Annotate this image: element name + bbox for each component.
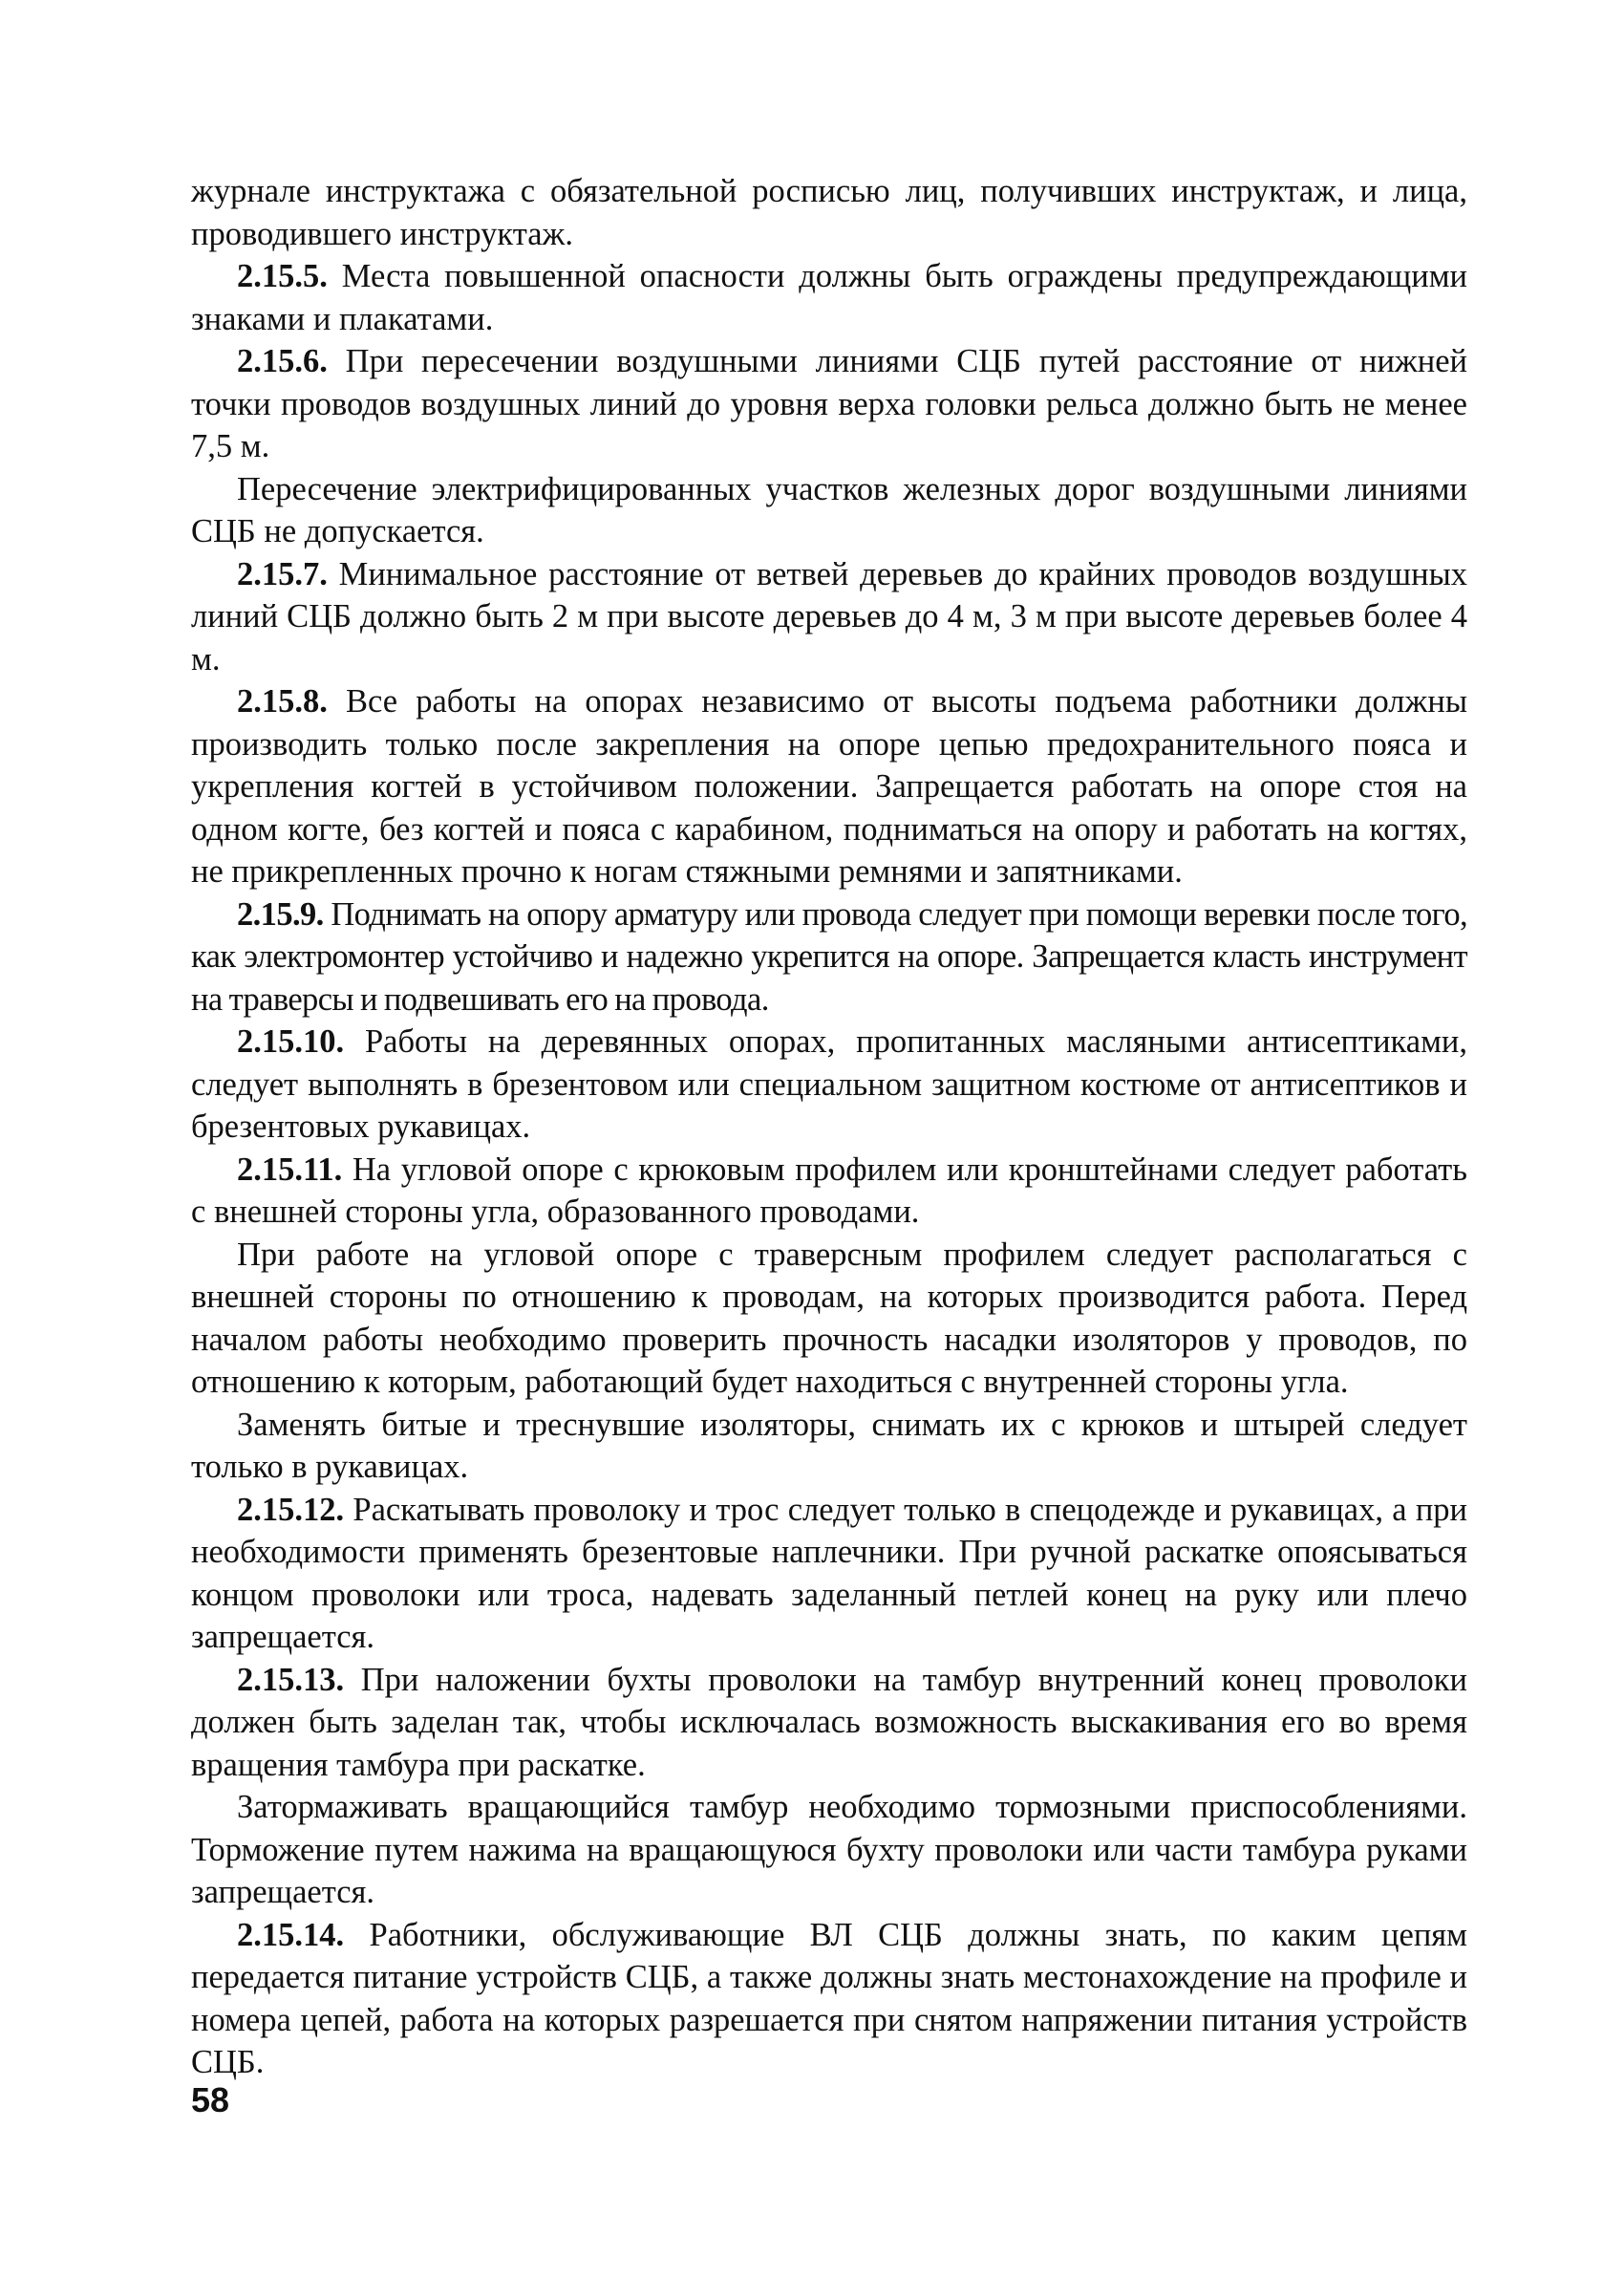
paragraph-drum-braking	[191, 1786, 1467, 1914]
paragraph-number: 2.15.8.	[237, 683, 328, 720]
paragraph-insulator-replacement	[191, 1404, 1467, 1489]
paragraph-text: При работе на угловой опоре с траверсным профилем следует располагаться с внешней стороны по отношению к проводам, на которых производится работа. Перед началом работы необходимо проверить прочность насадки изоляторов у проводов, по отношению к которым, работающий будет находиться с внутренней стороны угла.	[191, 1236, 1467, 1400]
paragraph-number: 2.15.14.	[237, 1916, 345, 1953]
paragraph-number: 2.15.10.	[237, 1023, 345, 1060]
paragraph-number: 2.15.6.	[237, 343, 328, 379]
page-number: 58	[191, 2080, 230, 2119]
paragraph-2-15-6	[191, 340, 1467, 468]
paragraph-text: Затормаживать вращающийся тамбур необходимо тормозными приспособлениями. Торможение путем нажима на вращающуюся бухту проволоки или части тамбура руками запрещается.	[191, 1789, 1467, 1910]
paragraph-number: 2.15.13.	[237, 1661, 345, 1698]
paragraph-text: журнале инструктажа с обязательной росписью лиц, получивших инструктаж, и лица, проводившего инструктаж.	[191, 173, 1467, 252]
paragraph-text: Места повышенной опасности должны быть ограждены предупреждающими знаками и плакатами.	[191, 258, 1467, 337]
paragraph-2-15-13	[191, 1659, 1467, 1787]
paragraph-2-15-14	[191, 1914, 1467, 2084]
document-page	[191, 170, 1467, 2084]
paragraph-text: Раскатывать проволоку и трос следует только в спецодежде и рукавицах, а при необходимости применять брезентовые наплечники. При ручной раскатке опоясываться концом проволоки или троса, надевать заделанный петлей конец на руку или плечо запрещается.	[191, 1491, 1467, 1655]
paragraph-text: Заменять битые и треснувшие изоляторы, снимать их с крюков и штырей следует только в рукавицах.	[191, 1406, 1467, 1485]
paragraph-text: Работы на деревянных опорах, пропитанных масляными антисептиками, следует выполнять в брезентовом или специальном защитном костюме от антисептиков и брезентовых рукавицах.	[191, 1023, 1467, 1145]
paragraph-2-15-9	[191, 893, 1467, 1022]
paragraph-continuation	[191, 170, 1467, 255]
paragraph-text: При пересечении воздушными линиями СЦБ путей расстояние от нижней точки проводов воздушных линий до уровня верха головки рельса должно быть не менее 7,5 м.	[191, 343, 1467, 464]
paragraph-2-15-5	[191, 255, 1467, 340]
paragraph-corner-pole-work	[191, 1234, 1467, 1404]
paragraph-number: 2.15.12.	[237, 1491, 345, 1528]
paragraph-text: При наложении бухты проволоки на тамбур внутренний конец проволоки должен быть заделан так, чтобы исключалась возможность выскакивания его во время вращения тамбура при раскатке.	[191, 1661, 1467, 1783]
paragraph-text: Все работы на опорах независимо от высоты подъема работники должны производить только после закрепления на опоре цепью предохранительного пояса и укрепления когтей в устойчивом положении. Запрещается работать на опоре стоя на одном когте, без когтей и пояса с карабином, подниматься на опору и работать на когтях, не прикрепленных прочно к ногам стяжными ремнями и запятниками.	[191, 683, 1467, 890]
paragraph-text: Минимальное расстояние от ветвей деревьев до крайних проводов воздушных линий СЦБ должно быть 2 м при высоте деревьев до 4 м, 3 м при высоте деревьев более 4 м.	[191, 555, 1467, 678]
paragraph-2-15-8	[191, 680, 1467, 893]
paragraph-2-15-11	[191, 1149, 1467, 1234]
paragraph-text: Работники, обслуживающие ВЛ СЦБ должны знать, по каким цепям передается питание устройств СЦБ, а также должны знать местонахождение на профиле и номера цепей, работа на которых разрешается при снятом напряжении питания устройств СЦБ.	[191, 1916, 1467, 2080]
paragraph-text: Поднимать на опору арматуру или провода следует при помощи веревки после того, как электромонтер устойчиво и надежно укрепится на опоре. Запрещается класть инструмент на траверсы и подвешивать его на провода.	[191, 895, 1467, 1018]
paragraph-2-15-10	[191, 1021, 1467, 1149]
paragraph-number: 2.15.11.	[237, 1151, 343, 1188]
paragraph-number: 2.15.7.	[237, 555, 328, 592]
paragraph-number: 2.15.5.	[237, 258, 328, 294]
paragraph-2-15-12	[191, 1489, 1467, 1659]
paragraph-2-15-7	[191, 553, 1467, 681]
paragraph-number: 2.15.9.	[237, 895, 324, 933]
paragraph-electrified-crossing	[191, 468, 1467, 553]
paragraph-text: Пересечение электрифицированных участков железных дорог воздушными линиями СЦБ не допускается.	[191, 470, 1467, 549]
paragraph-text: На угловой опоре с крюковым профилем или кронштейнами следует работать с внешней стороны угла, образованного проводами.	[191, 1151, 1467, 1230]
